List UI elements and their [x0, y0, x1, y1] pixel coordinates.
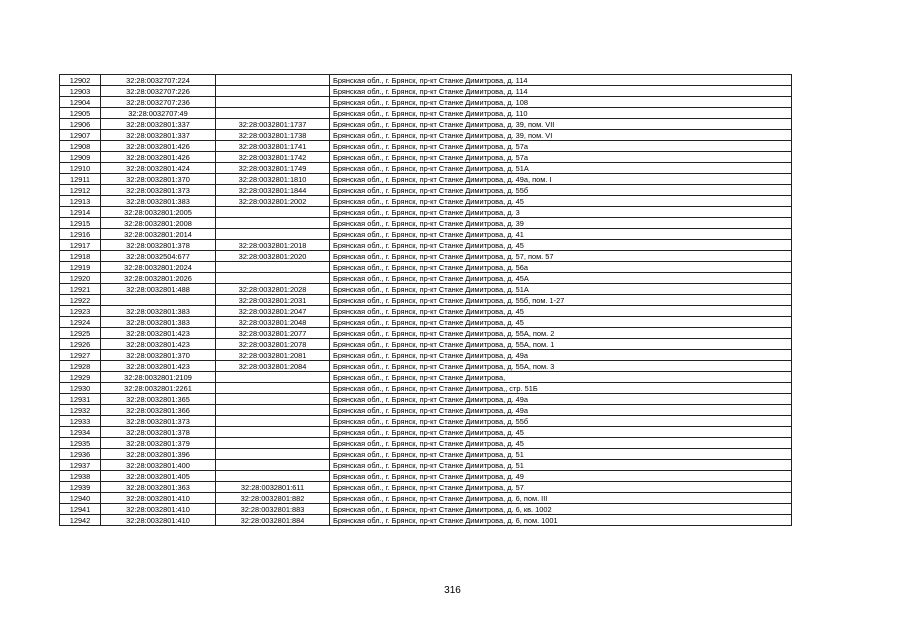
table-row — [60, 339, 792, 350]
address-cell: Брянская обл., г. Брянск, пр-кт Станке Димитрова, д. 45 — [330, 438, 792, 449]
address-cell: Брянская обл., г. Брянск, пр-кт Станке Димитрова, д. 55б — [330, 416, 792, 427]
table-row — [60, 130, 792, 141]
object-cadastral-number-cell: 32:28:0032801:2048 — [216, 317, 330, 328]
parent-cadastral-number-cell: 32:28:0032801:2008 — [101, 218, 216, 229]
address-cell: Брянская обл., г. Брянск, пр-кт Станке Димитрова, д. 49а — [330, 405, 792, 416]
object-cadastral-number-cell — [216, 108, 330, 119]
row-number-cell: 12942 — [60, 515, 101, 526]
address-cell: Брянская обл., г. Брянск, пр-кт Станке Димитрова, д. 114 — [330, 86, 792, 97]
table-row — [60, 273, 792, 284]
address-cell: Брянская обл., г. Брянск, пр-кт Станке Димитрова, д. 6, пом. 1001 — [330, 515, 792, 526]
object-cadastral-number-cell: 32:28:0032801:2078 — [216, 339, 330, 350]
parent-cadastral-number-cell: 32:28:0032801:410 — [101, 515, 216, 526]
address-cell: Брянская обл., г. Брянск, пр-кт Станке Димитрова, д. 114 — [330, 75, 792, 86]
parent-cadastral-number-cell: 32:28:0032801:2109 — [101, 372, 216, 383]
object-cadastral-number-cell — [216, 86, 330, 97]
parent-cadastral-number-cell: 32:28:0032707:236 — [101, 97, 216, 108]
object-cadastral-number-cell — [216, 218, 330, 229]
table-row — [60, 152, 792, 163]
object-cadastral-number-cell — [216, 262, 330, 273]
table-row — [60, 262, 792, 273]
row-number-cell: 12922 — [60, 295, 101, 306]
object-cadastral-number-cell — [216, 97, 330, 108]
address-cell: Брянская обл., г. Брянск, пр-кт Станке Димитрова, д. 45 — [330, 240, 792, 251]
row-number-cell: 12917 — [60, 240, 101, 251]
object-cadastral-number-cell: 32:28:0032801:1810 — [216, 174, 330, 185]
parent-cadastral-number-cell: 32:28:0032801:378 — [101, 240, 216, 251]
object-cadastral-number-cell — [216, 471, 330, 482]
object-cadastral-number-cell — [216, 383, 330, 394]
row-number-cell: 12909 — [60, 152, 101, 163]
address-cell: Брянская обл., г. Брянск, пр-кт Станке Димитрова, д. 55А, пом. 3 — [330, 361, 792, 372]
row-number-cell: 12902 — [60, 75, 101, 86]
row-number-cell: 12913 — [60, 196, 101, 207]
address-cell: Брянская обл., г. Брянск, пр-кт Станке Димитрова, д. 51 — [330, 460, 792, 471]
parent-cadastral-number-cell: 32:28:0032801:488 — [101, 284, 216, 295]
parent-cadastral-number-cell: 32:28:0032801:410 — [101, 493, 216, 504]
parent-cadastral-number-cell — [101, 295, 216, 306]
parent-cadastral-number-cell: 32:28:0032504:677 — [101, 251, 216, 262]
parent-cadastral-number-cell: 32:28:0032801:373 — [101, 416, 216, 427]
address-cell: Брянская обл., г. Брянск, пр-кт Станке Димитрова, д. 57, пом. 57 — [330, 251, 792, 262]
parent-cadastral-number-cell: 32:28:0032801:405 — [101, 471, 216, 482]
parent-cadastral-number-cell: 32:28:0032801:2261 — [101, 383, 216, 394]
parent-cadastral-number-cell: 32:28:0032801:383 — [101, 306, 216, 317]
table-row — [60, 361, 792, 372]
object-cadastral-number-cell — [216, 405, 330, 416]
row-number-cell: 12915 — [60, 218, 101, 229]
parent-cadastral-number-cell: 32:28:0032801:423 — [101, 361, 216, 372]
table-row — [60, 196, 792, 207]
object-cadastral-number-cell: 32:28:0032801:2077 — [216, 328, 330, 339]
table-row — [60, 427, 792, 438]
row-number-cell: 12930 — [60, 383, 101, 394]
parent-cadastral-number-cell: 32:28:0032801:365 — [101, 394, 216, 405]
table-row — [60, 119, 792, 130]
row-number-cell: 12926 — [60, 339, 101, 350]
object-cadastral-number-cell: 32:28:0032801:2031 — [216, 295, 330, 306]
table-row — [60, 482, 792, 493]
object-cadastral-number-cell: 32:28:0032801:1844 — [216, 185, 330, 196]
table-row — [60, 504, 792, 515]
table-row — [60, 449, 792, 460]
parent-cadastral-number-cell: 32:28:0032801:378 — [101, 427, 216, 438]
table-row — [60, 163, 792, 174]
parent-cadastral-number-cell: 32:28:0032801:373 — [101, 185, 216, 196]
address-cell: Брянская обл., г. Брянск, пр-кт Станке Димитрова, д. 6, пом. III — [330, 493, 792, 504]
table-row — [60, 438, 792, 449]
object-cadastral-number-cell — [216, 394, 330, 405]
row-number-cell: 12929 — [60, 372, 101, 383]
parent-cadastral-number-cell: 32:28:0032707:49 — [101, 108, 216, 119]
table-row — [60, 141, 792, 152]
table-row — [60, 185, 792, 196]
parent-cadastral-number-cell: 32:28:0032801:379 — [101, 438, 216, 449]
object-cadastral-number-cell: 32:28:0032801:2020 — [216, 251, 330, 262]
parent-cadastral-number-cell: 32:28:0032707:224 — [101, 75, 216, 86]
row-number-cell: 12936 — [60, 449, 101, 460]
row-number-cell: 12933 — [60, 416, 101, 427]
parent-cadastral-number-cell: 32:28:0032801:423 — [101, 339, 216, 350]
table-row — [60, 350, 792, 361]
row-number-cell: 12907 — [60, 130, 101, 141]
address-cell: Брянская обл., г. Брянск, пр-кт Станке Димитрова, д. 55А, пом. 1 — [330, 339, 792, 350]
row-number-cell: 12906 — [60, 119, 101, 130]
table-row — [60, 306, 792, 317]
parent-cadastral-number-cell: 32:28:0032801:383 — [101, 317, 216, 328]
table-row — [60, 493, 792, 504]
object-cadastral-number-cell: 32:28:0032801:1742 — [216, 152, 330, 163]
address-cell: Брянская обл., г. Брянск, пр-кт Станке Димитрова, д. 45 — [330, 306, 792, 317]
row-number-cell: 12938 — [60, 471, 101, 482]
row-number-cell: 12927 — [60, 350, 101, 361]
table-row — [60, 75, 792, 86]
object-cadastral-number-cell: 32:28:0032801:1741 — [216, 141, 330, 152]
row-number-cell: 12928 — [60, 361, 101, 372]
row-number-cell: 12923 — [60, 306, 101, 317]
table-row — [60, 328, 792, 339]
table-row — [60, 317, 792, 328]
object-cadastral-number-cell: 32:28:0032801:2084 — [216, 361, 330, 372]
object-cadastral-number-cell — [216, 207, 330, 218]
table-row — [60, 174, 792, 185]
parent-cadastral-number-cell: 32:28:0032707:226 — [101, 86, 216, 97]
parent-cadastral-number-cell: 32:28:0032801:366 — [101, 405, 216, 416]
object-cadastral-number-cell — [216, 273, 330, 284]
address-cell: Брянская обл., г. Брянск, пр-кт Станке Димитрова, д. 55б, пом. 1-27 — [330, 295, 792, 306]
row-number-cell: 12935 — [60, 438, 101, 449]
cadastral-table — [59, 74, 792, 526]
parent-cadastral-number-cell: 32:28:0032801:2005 — [101, 207, 216, 218]
address-cell: Брянская обл., г. Брянск, пр-кт Станке Димитрова, д. 56а — [330, 262, 792, 273]
parent-cadastral-number-cell: 32:28:0032801:396 — [101, 449, 216, 460]
address-cell: Брянская обл., г. Брянск, пр-кт Станке Димитрова, д. 39 — [330, 218, 792, 229]
table-row — [60, 229, 792, 240]
object-cadastral-number-cell — [216, 229, 330, 240]
row-number-cell: 12934 — [60, 427, 101, 438]
row-number-cell: 12921 — [60, 284, 101, 295]
address-cell: Брянская обл., г. Брянск, пр-кт Станке Димитрова, д. 6, кв. 1002 — [330, 504, 792, 515]
table-row — [60, 515, 792, 526]
table-row — [60, 207, 792, 218]
object-cadastral-number-cell: 32:28:0032801:2081 — [216, 350, 330, 361]
address-cell: Брянская обл., г. Брянск, пр-кт Станке Димитрова, д. 45 — [330, 317, 792, 328]
row-number-cell: 12941 — [60, 504, 101, 515]
row-number-cell: 12905 — [60, 108, 101, 119]
row-number-cell: 12920 — [60, 273, 101, 284]
object-cadastral-number-cell — [216, 416, 330, 427]
object-cadastral-number-cell: 32:28:0032801:2018 — [216, 240, 330, 251]
address-cell: Брянская обл., г. Брянск, пр-кт Станке Димитрова, д. 51А — [330, 163, 792, 174]
parent-cadastral-number-cell: 32:28:0032801:2014 — [101, 229, 216, 240]
table-row — [60, 97, 792, 108]
address-cell: Брянская обл., г. Брянск, пр-кт Станке Димитрова, д. 55А, пом. 2 — [330, 328, 792, 339]
table-row — [60, 218, 792, 229]
row-number-cell: 12939 — [60, 482, 101, 493]
address-cell: Брянская обл., г. Брянск, пр-кт Станке Димитрова, д. 51 — [330, 449, 792, 460]
table-row — [60, 240, 792, 251]
table-row — [60, 405, 792, 416]
address-cell: Брянская обл., г. Брянск, пр-кт Станке Димитрова,, стр. 51Б — [330, 383, 792, 394]
object-cadastral-number-cell: 32:28:0032801:2002 — [216, 196, 330, 207]
parent-cadastral-number-cell: 32:28:0032801:383 — [101, 196, 216, 207]
table-row — [60, 251, 792, 262]
address-cell: Брянская обл., г. Брянск, пр-кт Станке Димитрова, д. 39, пом. VI — [330, 130, 792, 141]
parent-cadastral-number-cell: 32:28:0032801:410 — [101, 504, 216, 515]
address-cell: Брянская обл., г. Брянск, пр-кт Станке Димитрова, д. 49а — [330, 350, 792, 361]
object-cadastral-number-cell: 32:28:0032801:611 — [216, 482, 330, 493]
object-cadastral-number-cell — [216, 438, 330, 449]
cadastral-table-body — [60, 75, 792, 526]
object-cadastral-number-cell: 32:28:0032801:883 — [216, 504, 330, 515]
table-row — [60, 416, 792, 427]
row-number-cell: 12919 — [60, 262, 101, 273]
row-number-cell: 12911 — [60, 174, 101, 185]
object-cadastral-number-cell: 32:28:0032801:884 — [216, 515, 330, 526]
row-number-cell: 12932 — [60, 405, 101, 416]
row-number-cell: 12914 — [60, 207, 101, 218]
address-cell: Брянская обл., г. Брянск, пр-кт Станке Димитрова, д. 57а — [330, 152, 792, 163]
row-number-cell: 12937 — [60, 460, 101, 471]
table-row — [60, 383, 792, 394]
parent-cadastral-number-cell: 32:28:0032801:2026 — [101, 273, 216, 284]
row-number-cell: 12918 — [60, 251, 101, 262]
address-cell: Брянская обл., г. Брянск, пр-кт Станке Димитрова, д. 49а — [330, 394, 792, 405]
row-number-cell: 12925 — [60, 328, 101, 339]
object-cadastral-number-cell: 32:28:0032801:1749 — [216, 163, 330, 174]
row-number-cell: 12912 — [60, 185, 101, 196]
parent-cadastral-number-cell: 32:28:0032801:424 — [101, 163, 216, 174]
address-cell: Брянская обл., г. Брянск, пр-кт Станке Димитрова, — [330, 372, 792, 383]
object-cadastral-number-cell — [216, 372, 330, 383]
parent-cadastral-number-cell: 32:28:0032801:426 — [101, 152, 216, 163]
table-row — [60, 394, 792, 405]
object-cadastral-number-cell: 32:28:0032801:1737 — [216, 119, 330, 130]
object-cadastral-number-cell: 32:28:0032801:882 — [216, 493, 330, 504]
row-number-cell: 12910 — [60, 163, 101, 174]
parent-cadastral-number-cell: 32:28:0032801:370 — [101, 350, 216, 361]
table-row — [60, 295, 792, 306]
address-cell: Брянская обл., г. Брянск, пр-кт Станке Димитрова, д. 49 — [330, 471, 792, 482]
address-cell: Брянская обл., г. Брянск, пр-кт Станке Димитрова, д. 45 — [330, 427, 792, 438]
parent-cadastral-number-cell: 32:28:0032801:337 — [101, 130, 216, 141]
address-cell: Брянская обл., г. Брянск, пр-кт Станке Димитрова, д. 108 — [330, 97, 792, 108]
object-cadastral-number-cell — [216, 75, 330, 86]
row-number-cell: 12904 — [60, 97, 101, 108]
object-cadastral-number-cell: 32:28:0032801:2047 — [216, 306, 330, 317]
parent-cadastral-number-cell: 32:28:0032801:400 — [101, 460, 216, 471]
page-number: 316 — [444, 585, 461, 596]
address-cell: Брянская обл., г. Брянск, пр-кт Станке Димитрова, д. 41 — [330, 229, 792, 240]
address-cell: Брянская обл., г. Брянск, пр-кт Станке Димитрова, д. 45 — [330, 196, 792, 207]
table-row — [60, 108, 792, 119]
address-cell: Брянская обл., г. Брянск, пр-кт Станке Димитрова, д. 3 — [330, 207, 792, 218]
address-cell: Брянская обл., г. Брянск, пр-кт Станке Димитрова, д. 57 — [330, 482, 792, 493]
parent-cadastral-number-cell: 32:28:0032801:337 — [101, 119, 216, 130]
parent-cadastral-number-cell: 32:28:0032801:426 — [101, 141, 216, 152]
parent-cadastral-number-cell: 32:28:0032801:423 — [101, 328, 216, 339]
table-row — [60, 372, 792, 383]
parent-cadastral-number-cell: 32:28:0032801:2024 — [101, 262, 216, 273]
address-cell: Брянская обл., г. Брянск, пр-кт Станке Димитрова, д. 51А — [330, 284, 792, 295]
address-cell: Брянская обл., г. Брянск, пр-кт Станке Димитрова, д. 110 — [330, 108, 792, 119]
object-cadastral-number-cell: 32:28:0032801:1738 — [216, 130, 330, 141]
row-number-cell: 12908 — [60, 141, 101, 152]
address-cell: Брянская обл., г. Брянск, пр-кт Станке Димитрова, д. 57а — [330, 141, 792, 152]
object-cadastral-number-cell — [216, 460, 330, 471]
row-number-cell: 12916 — [60, 229, 101, 240]
object-cadastral-number-cell: 32:28:0032801:2028 — [216, 284, 330, 295]
address-cell: Брянская обл., г. Брянск, пр-кт Станке Димитрова, д. 39, пом. VII — [330, 119, 792, 130]
table-row — [60, 86, 792, 97]
row-number-cell: 12931 — [60, 394, 101, 405]
row-number-cell: 12924 — [60, 317, 101, 328]
table-row — [60, 471, 792, 482]
object-cadastral-number-cell — [216, 449, 330, 460]
address-cell: Брянская обл., г. Брянск, пр-кт Станке Димитрова, д. 55б — [330, 185, 792, 196]
object-cadastral-number-cell — [216, 427, 330, 438]
parent-cadastral-number-cell: 32:28:0032801:363 — [101, 482, 216, 493]
row-number-cell: 12940 — [60, 493, 101, 504]
table-row — [60, 284, 792, 295]
address-cell: Брянская обл., г. Брянск, пр-кт Станке Димитрова, д. 49а, пом. I — [330, 174, 792, 185]
row-number-cell: 12903 — [60, 86, 101, 97]
parent-cadastral-number-cell: 32:28:0032801:370 — [101, 174, 216, 185]
address-cell: Брянская обл., г. Брянск, пр-кт Станке Димитрова, д. 45А — [330, 273, 792, 284]
table-row — [60, 460, 792, 471]
